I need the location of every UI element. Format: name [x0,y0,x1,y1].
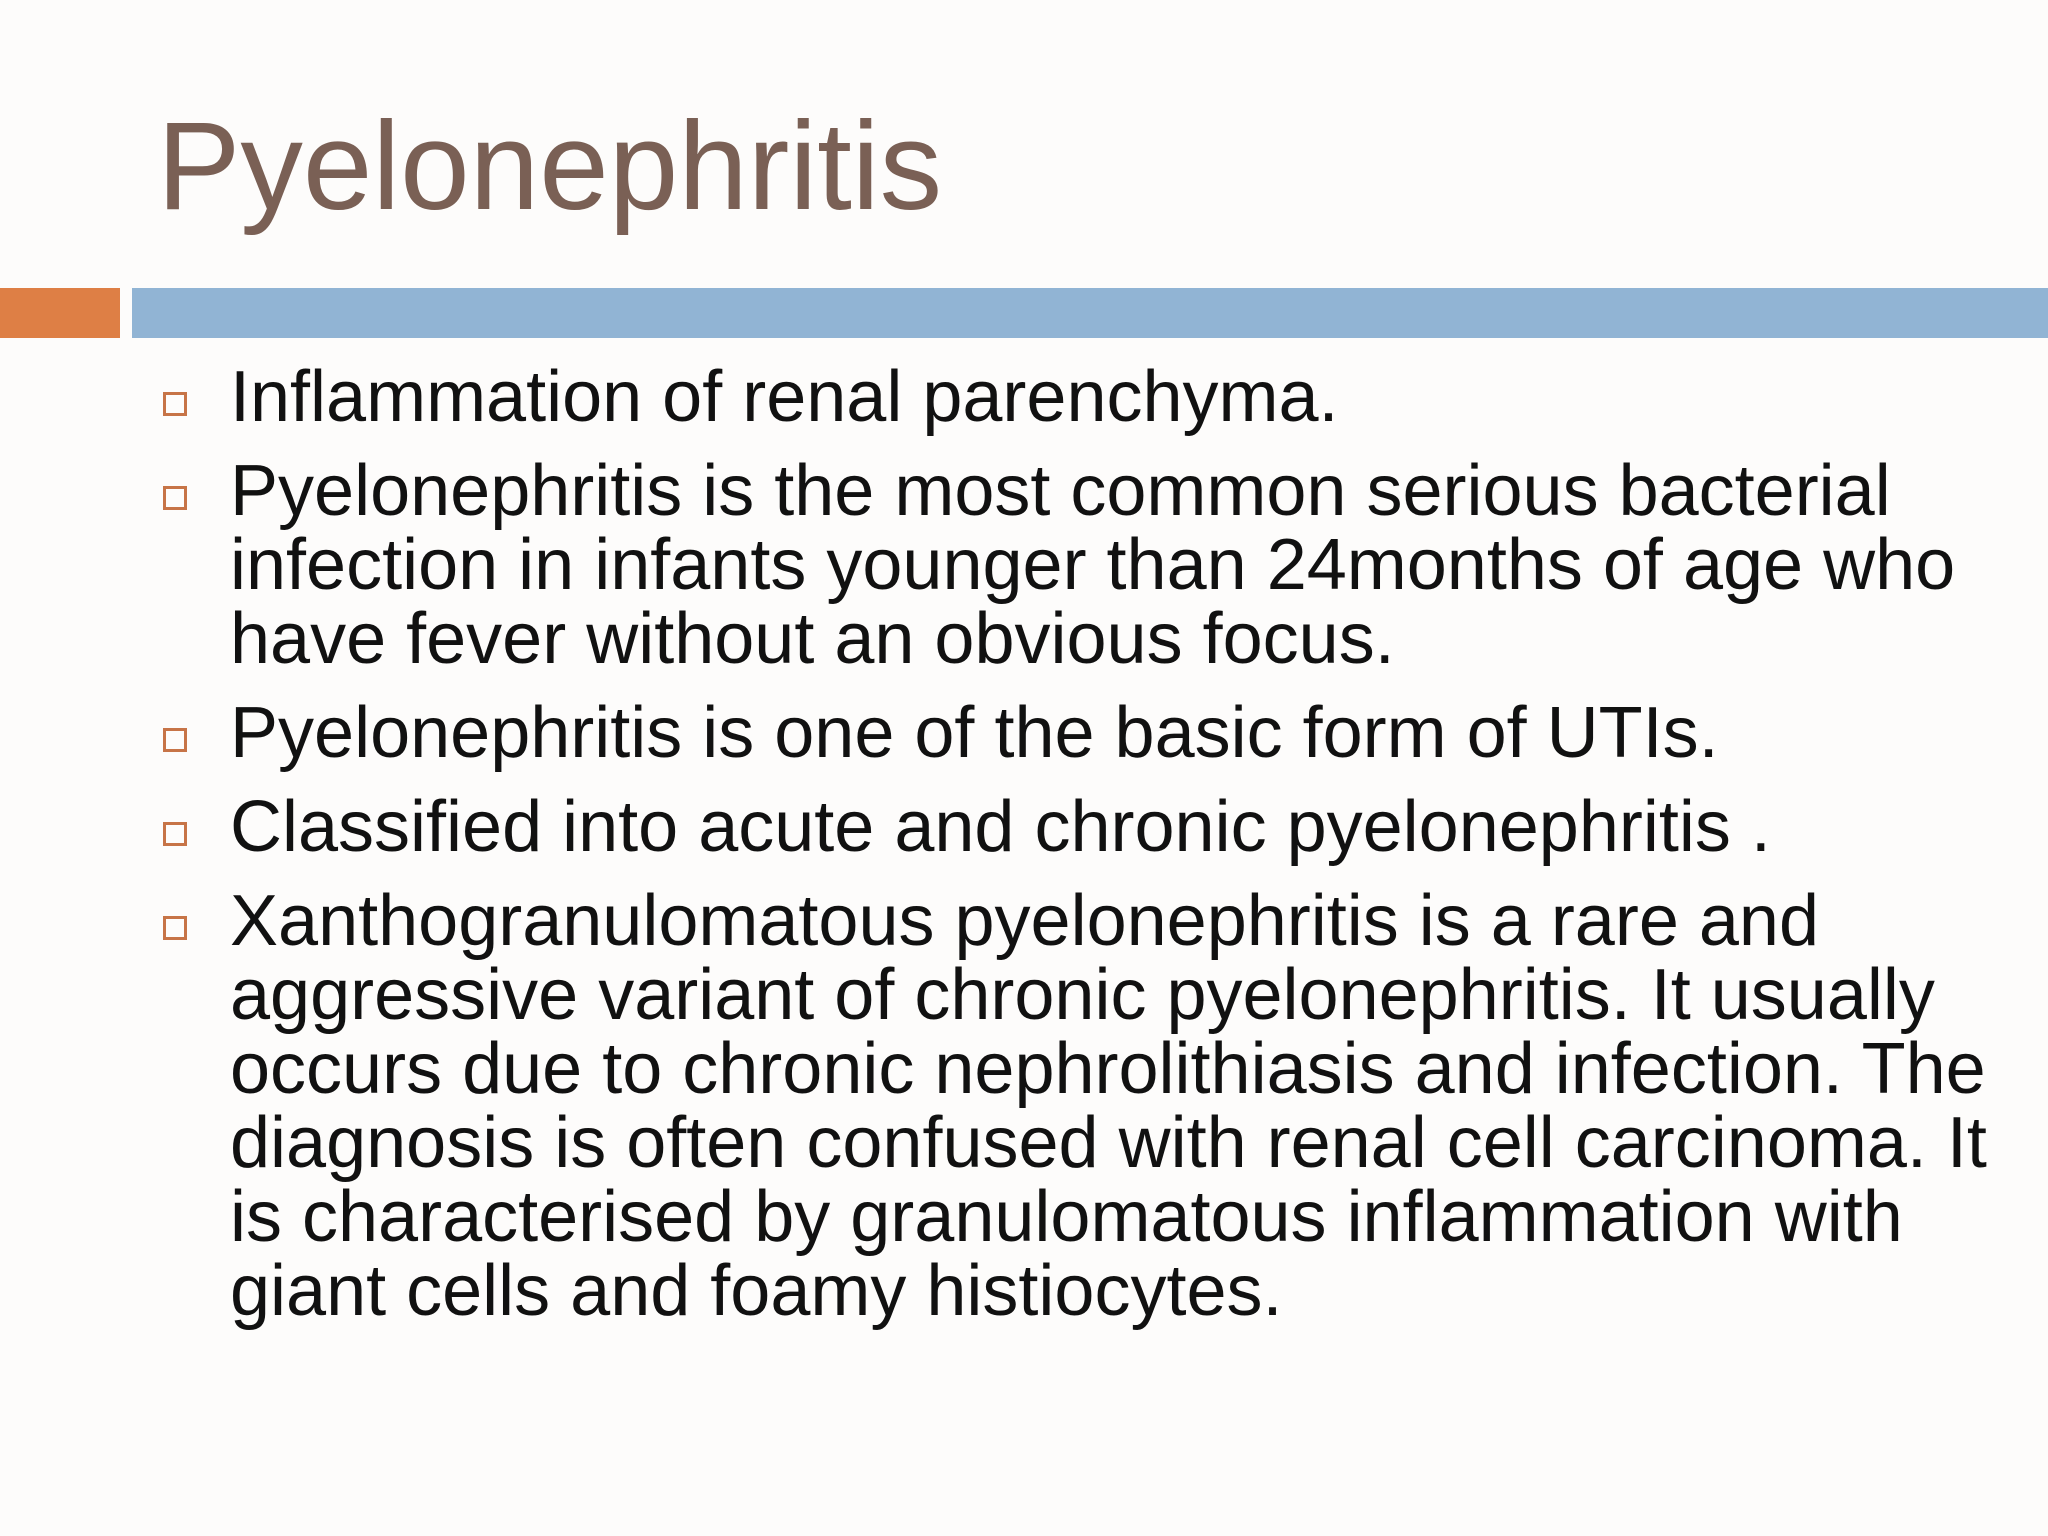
hollow-square-bullet-icon [163,916,187,940]
bullet-text: Classified into acute and chronic pyelonephritis . [230,787,1771,867]
hollow-square-bullet-icon [163,392,187,416]
hollow-square-bullet-icon [163,486,187,510]
bullet-text: Pyelonephritis is the most common serious bacterial infection in infants younger than 24months of age who have fever without an obvious focus. [230,451,1956,679]
bullet-item [160,451,2020,679]
slide-title: Pyelonephritis [157,97,943,236]
bullet-item [160,881,2020,1331]
bullet-text: Pyelonephritis is one of the basic form of UTIs. [230,693,1719,773]
accent-bar [0,288,120,338]
bullet-item [160,693,2020,773]
bullet-text: Inflammation of renal parenchyma. [230,357,1339,437]
header-rule-bar [132,288,2048,338]
bullet-item [160,787,2020,867]
bullet-text: Xanthogranulomatous pyelonephritis is a rare and aggressive variant of chronic pyelonephritis. It usually occurs due to chronic nephrolithiasis and infection. The diagnosis is often confused with renal cell carcinoma. It is characterised by granulomatous inflammation with giant cells and foamy histiocytes. [230,881,1987,1331]
hollow-square-bullet-icon [163,822,187,846]
bullet-item [160,357,2020,437]
bullet-list [160,357,2020,1348]
hollow-square-bullet-icon [163,728,187,752]
